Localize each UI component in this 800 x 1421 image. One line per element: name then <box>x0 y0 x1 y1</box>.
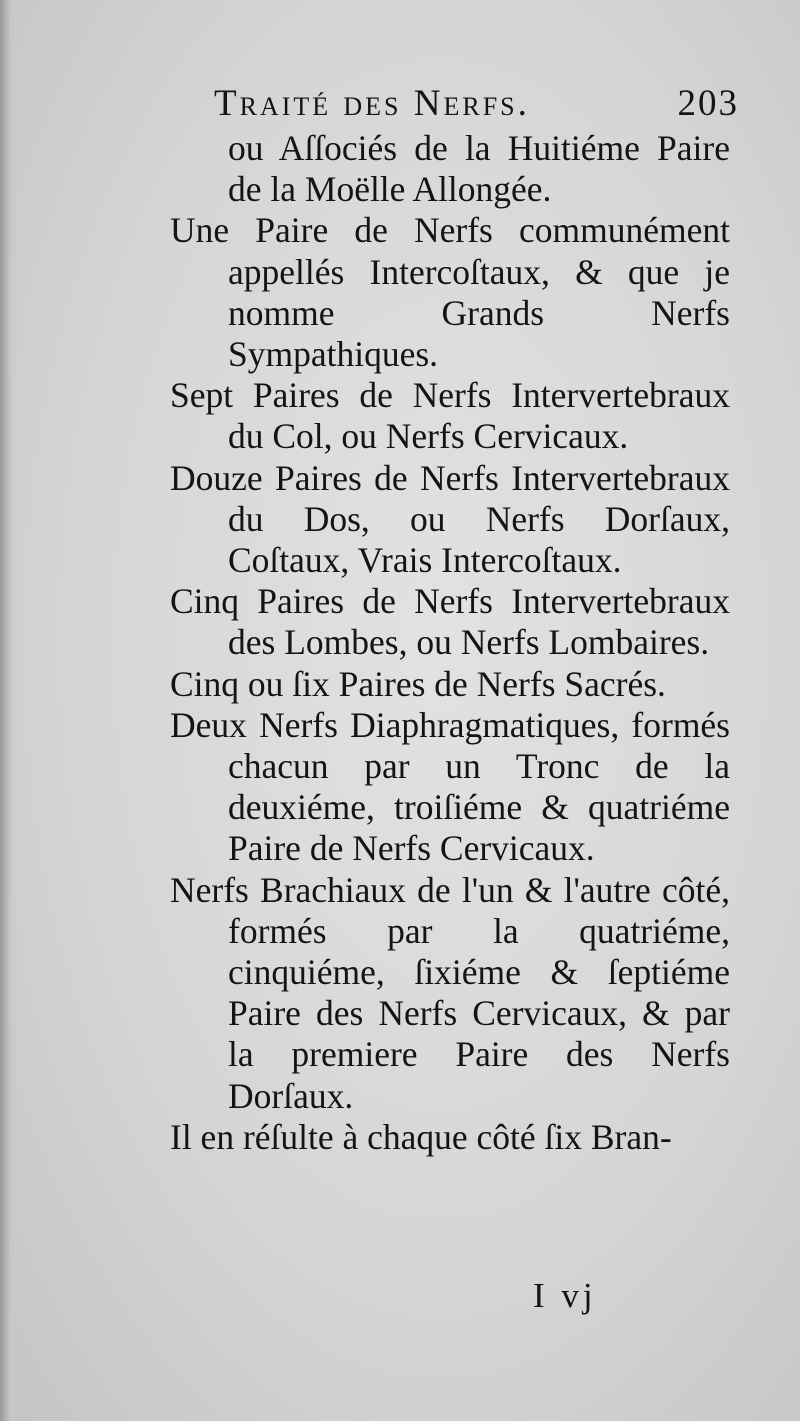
text-paragraph: Cinq ou ſix Paires de Nerfs Sacrés. <box>170 663 666 704</box>
text-paragraph: ou Aſſociés de la Huitiéme Paire de la Moëlle Allongée. <box>228 128 730 210</box>
page-body <box>170 128 730 1158</box>
running-title: Traité des Nerfs. <box>214 83 530 124</box>
text-paragraph: Cinq Paires de Nerfs Intervertebraux des Lombes, ou Nerfs Lombaires. <box>170 581 730 663</box>
text-paragraph: Il en réſulte à chaque côté ſix Bran- <box>170 1116 672 1157</box>
signature-mark: I vj <box>533 1276 597 1315</box>
text-paragraph: Nerfs Brachiaux de l'un & l'autre côté, formés par la quatriéme, cinquiéme, ſixiéme & ſeptiéme Paire des Nerfs Cervicaux, & par la premiere Paire des Nerfs Dorſaux. <box>170 869 730 1116</box>
text-paragraph: Deux Nerfs Diaphragmatiques, formés chacun par un Tronc de la deuxiéme, troiſiéme & quatriéme Paire de Nerfs Cervicaux. <box>170 704 730 869</box>
page-number: 203 <box>677 83 739 124</box>
text-paragraph: Une Paire de Nerfs communément appellés Intercoſtaux, & que je nomme Grands Nerfs Sympathiques. <box>170 210 730 375</box>
text-paragraph: Douze Paires de Nerfs Intervertebraux du Dos, ou Nerfs Dorſaux, Coſtaux, Vrais Intercoſtaux. <box>170 457 730 581</box>
running-head <box>214 82 739 130</box>
page-gutter-shadow <box>0 0 18 1421</box>
text-paragraph: Sept Paires de Nerfs Intervertebraux du Col, ou Nerfs Cervicaux. <box>170 375 730 457</box>
